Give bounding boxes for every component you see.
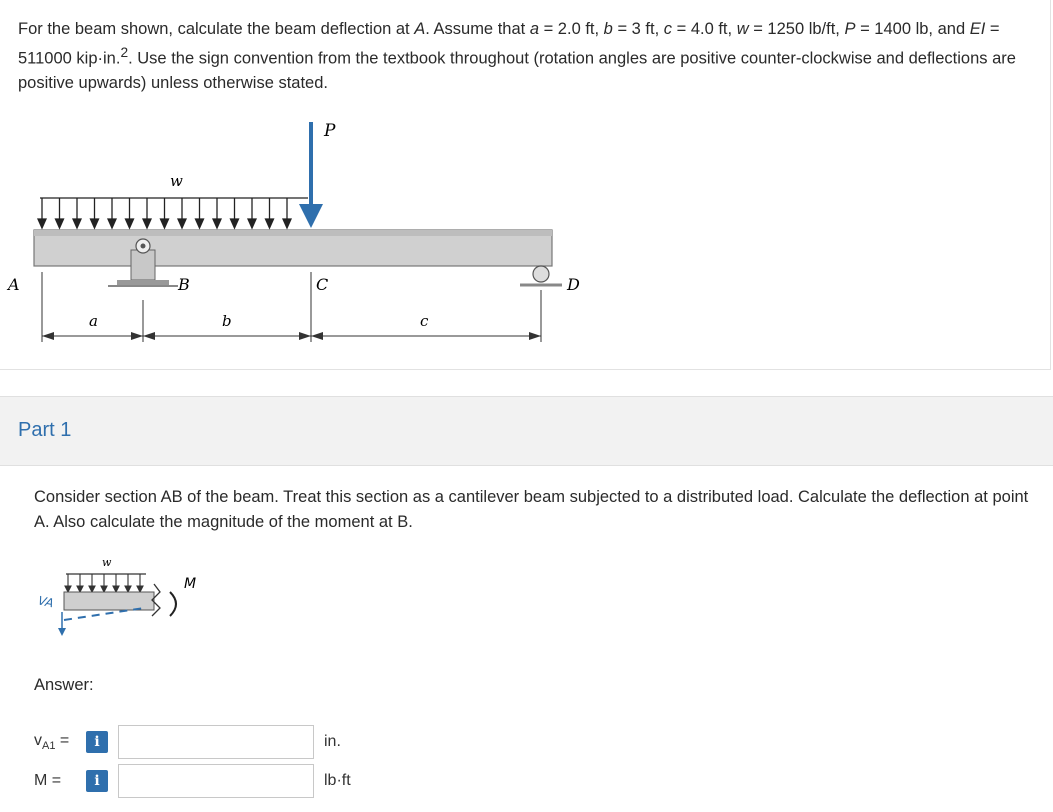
label-w: w: [170, 172, 183, 190]
label-c: c: [420, 312, 429, 330]
label-P: P: [324, 121, 336, 141]
part-instructions: Consider section AB of the beam. Treat this section as a cantilever beam subjected to a distributed load. Calculate the deflection at point A. Also calculate the magnitude of the moment at B.: [34, 488, 1029, 531]
part-title[interactable]: Part 1: [18, 419, 72, 441]
moment-unit: lb·ft: [324, 772, 351, 789]
load-arrow-head: [56, 219, 64, 228]
sketch-label-M: M: [184, 576, 197, 592]
answer-label: Answer:: [34, 676, 94, 694]
moment-label: M =: [34, 772, 62, 789]
label-D: D: [567, 275, 580, 294]
moment-input[interactable]: [118, 764, 314, 798]
label-a: a: [89, 312, 98, 330]
load-arrow-head: [91, 219, 99, 228]
label-B: B: [178, 275, 190, 294]
problem-statement: For the beam shown, calculate the beam deflection at A. Assume that a = 2.0 ft, b = 3 ft, c = 4.0 ft, w = 1250 lb/ft, P = 1400 lb, and EI = 511000 kip·in.$^2$. Use the sign convention from the textbook throughout (rotation angles are positive counter-clockwise and deflections are positive upwards) unless otherwise stated.: [18, 20, 1016, 92]
load-arrow-head: [108, 219, 116, 228]
label-A: A: [8, 275, 20, 294]
sketch-label-VA: VA: [36, 593, 55, 611]
load-arrow-head: [178, 219, 186, 228]
roller-support-d: [520, 266, 562, 285]
distributed-load: [38, 198, 308, 228]
problem-card: [0, 0, 1051, 370]
load-arrow-head: [266, 219, 274, 228]
point-load-arrow: [299, 122, 323, 228]
load-arrow-head: [213, 219, 221, 228]
dimension-lines: [42, 272, 541, 342]
load-arrow-head: [38, 219, 46, 228]
load-arrow-head: [248, 219, 256, 228]
deflection-input[interactable]: [118, 725, 314, 759]
load-arrow-head: [143, 219, 151, 228]
beam-diagram: [0, 110, 620, 360]
deflection-label: $v_{A1}$ =: [34, 731, 70, 753]
sketch-label-w: w: [102, 556, 112, 569]
label-C: C: [316, 275, 329, 294]
info-icon[interactable]: i: [86, 770, 108, 792]
answer-row-moment: [34, 762, 351, 800]
load-arrow-head: [231, 219, 239, 228]
load-arrow-head: [283, 219, 291, 228]
deflection-unit: in.: [324, 733, 341, 750]
part-header: [0, 396, 1053, 466]
cantilever-sketch: [34, 552, 209, 652]
load-arrow-head: [196, 219, 204, 228]
answer-row-deflection: [34, 723, 341, 761]
load-arrow-head: [126, 219, 134, 228]
label-b: b: [222, 312, 232, 330]
load-arrow-head: [161, 219, 169, 228]
info-icon[interactable]: i: [86, 731, 108, 753]
load-arrow-head: [73, 219, 81, 228]
